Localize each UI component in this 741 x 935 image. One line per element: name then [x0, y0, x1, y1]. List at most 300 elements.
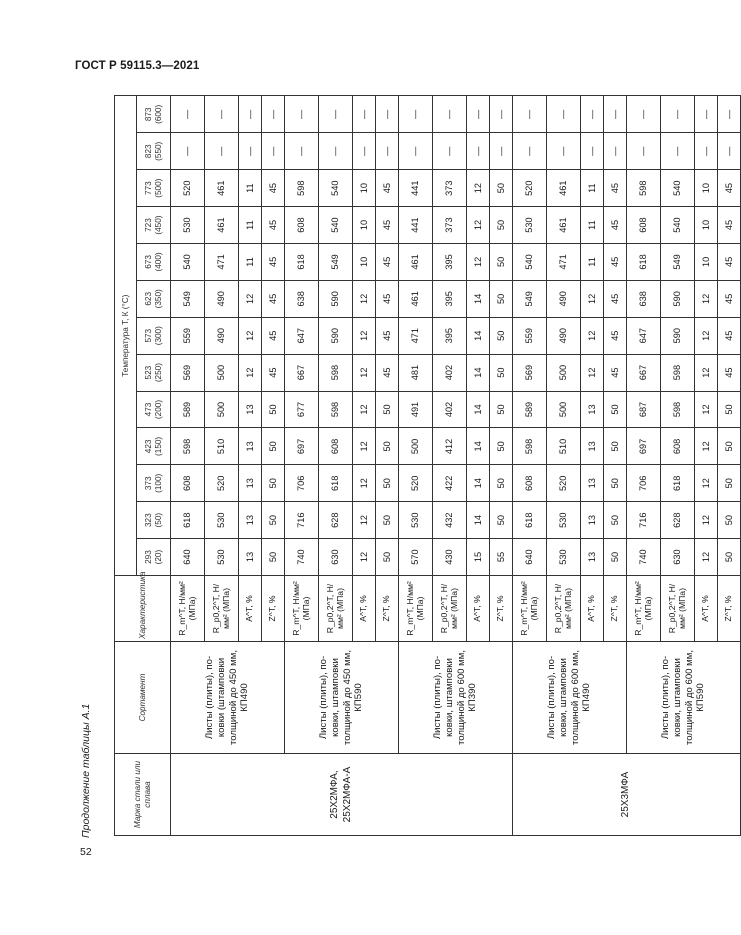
value-cell: 461: [399, 280, 433, 317]
value-cell: 50: [490, 280, 513, 317]
value-cell: 45: [718, 280, 741, 317]
value-cell: 667: [285, 354, 319, 391]
value-cell: 45: [376, 354, 399, 391]
value-cell: 590: [319, 317, 353, 354]
value-cell: 618: [285, 243, 319, 280]
value-cell: 628: [319, 502, 353, 539]
value-cell: 608: [627, 207, 661, 244]
value-cell: —: [262, 133, 285, 170]
value-cell: 667: [627, 354, 661, 391]
value-cell: 14: [467, 465, 490, 502]
characteristic-cell: A^T, %: [239, 576, 262, 642]
value-cell: 590: [661, 317, 695, 354]
temperature-celsius: (200): [153, 399, 163, 420]
value-cell: 50: [490, 502, 513, 539]
value-cell: 45: [604, 207, 627, 244]
value-cell: 598: [627, 170, 661, 207]
value-cell: —: [661, 96, 695, 133]
value-cell: —: [205, 96, 239, 133]
header-assortment: Сортамент: [115, 642, 171, 754]
value-cell: 12: [353, 317, 376, 354]
value-cell: 12: [695, 465, 718, 502]
value-cell: 50: [490, 391, 513, 428]
value-cell: 14: [467, 502, 490, 539]
temperature-kelvin: 773: [144, 181, 154, 195]
temperature-celsius: (350): [153, 289, 163, 309]
value-cell: 520: [171, 170, 205, 207]
temperature-header: [137, 539, 171, 576]
value-cell: —: [513, 133, 547, 170]
value-cell: 14: [467, 280, 490, 317]
value-cell: —: [490, 96, 513, 133]
characteristic-cell: Z^T, %: [604, 576, 627, 642]
value-cell: 500: [205, 391, 239, 428]
value-cell: 50: [604, 428, 627, 465]
value-cell: 395: [433, 243, 467, 280]
rotated-table-container: [114, 96, 734, 836]
value-cell: 422: [433, 465, 467, 502]
value-cell: 12: [467, 207, 490, 244]
value-cell: —: [399, 133, 433, 170]
value-cell: 15: [467, 539, 490, 576]
value-cell: —: [604, 133, 627, 170]
value-cell: 530: [171, 207, 205, 244]
assortment-cell: Листы (плиты), по-ковки, штамповки толщиной до 600 мм, КП490: [513, 642, 627, 754]
assortment-cell: Листы (плиты), по-ковки (штамповки толщиной до 450 мм, КП490: [171, 642, 285, 754]
value-cell: 45: [376, 243, 399, 280]
value-cell: 618: [319, 465, 353, 502]
value-cell: 598: [319, 354, 353, 391]
table-row: [171, 96, 205, 836]
value-cell: 540: [661, 170, 695, 207]
characteristic-cell: R_p0,2^T, Н/мм² (МПа): [433, 576, 467, 642]
value-cell: —: [718, 96, 741, 133]
temperature-kelvin: 723: [144, 218, 154, 232]
value-cell: 530: [399, 502, 433, 539]
value-cell: 590: [319, 280, 353, 317]
value-cell: 12: [353, 354, 376, 391]
value-cell: 12: [695, 428, 718, 465]
characteristic-cell: A^T, %: [353, 576, 376, 642]
value-cell: 13: [581, 539, 604, 576]
temperature-kelvin: 373: [144, 476, 154, 491]
temperature-header: [137, 428, 171, 465]
value-cell: 12: [581, 354, 604, 391]
value-cell: 590: [661, 280, 695, 317]
value-cell: 628: [661, 502, 695, 539]
value-cell: 12: [467, 243, 490, 280]
characteristic-cell: R_p0,2^T, Н/мм² (МПа): [319, 576, 353, 642]
value-cell: 50: [604, 539, 627, 576]
value-cell: 530: [205, 502, 239, 539]
value-cell: 13: [581, 428, 604, 465]
temperature-celsius: (250): [153, 363, 163, 383]
temperature-header: [137, 133, 171, 170]
value-cell: 14: [467, 317, 490, 354]
value-cell: 395: [433, 317, 467, 354]
value-cell: —: [433, 133, 467, 170]
value-cell: 45: [376, 317, 399, 354]
value-cell: 461: [205, 170, 239, 207]
value-cell: 13: [581, 502, 604, 539]
value-cell: 50: [376, 502, 399, 539]
temperature-header: [137, 502, 171, 539]
temperature-header: [137, 317, 171, 354]
properties-table: [114, 95, 741, 836]
value-cell: 45: [604, 280, 627, 317]
value-cell: 45: [604, 317, 627, 354]
value-cell: 12: [353, 502, 376, 539]
grade-name: 25Х3МФА: [513, 754, 741, 836]
value-cell: 441: [399, 170, 433, 207]
value-cell: 10: [695, 207, 718, 244]
temperature-celsius: (50): [153, 512, 163, 528]
value-cell: —: [319, 96, 353, 133]
value-cell: 13: [239, 391, 262, 428]
value-cell: 559: [513, 317, 547, 354]
value-cell: 618: [513, 502, 547, 539]
value-cell: 530: [513, 207, 547, 244]
value-cell: 510: [547, 428, 581, 465]
value-cell: 12: [239, 354, 262, 391]
value-cell: 10: [353, 170, 376, 207]
characteristic-cell: A^T, %: [581, 576, 604, 642]
value-cell: 500: [205, 354, 239, 391]
temperature-kelvin: 293: [144, 550, 154, 564]
value-cell: 569: [513, 354, 547, 391]
value-cell: 50: [262, 465, 285, 502]
value-cell: 500: [547, 354, 581, 391]
assortment-cell: Листы (плиты), по-ковки, штамповки толщиной до 600 мм, КП390: [399, 642, 513, 754]
assortment-cell: Листы (плиты), по-ковки, штамповки толщиной до 600 мм, КП590: [627, 642, 741, 754]
value-cell: 706: [285, 465, 319, 502]
value-cell: 490: [205, 280, 239, 317]
value-cell: 608: [513, 465, 547, 502]
value-cell: 373: [433, 207, 467, 244]
value-cell: —: [581, 133, 604, 170]
value-cell: —: [547, 133, 581, 170]
value-cell: 618: [627, 243, 661, 280]
value-cell: 10: [353, 207, 376, 244]
temperature-header: [137, 465, 171, 502]
value-cell: 50: [490, 354, 513, 391]
value-cell: 12: [695, 539, 718, 576]
value-cell: 530: [547, 539, 581, 576]
standard-designation: ГОСТ Р 59115.3—2021: [75, 60, 200, 72]
characteristic-cell: R_m^T, Н/мм² (МПа): [627, 576, 661, 642]
value-cell: —: [262, 96, 285, 133]
temperature-celsius: (150): [153, 436, 163, 456]
value-cell: 45: [604, 354, 627, 391]
value-cell: 461: [547, 170, 581, 207]
temperature-celsius: (600): [153, 104, 163, 124]
characteristic-cell: Z^T, %: [718, 576, 741, 642]
characteristic-cell: A^T, %: [467, 576, 490, 642]
value-cell: —: [627, 96, 661, 133]
value-cell: 540: [171, 243, 205, 280]
value-cell: 520: [547, 465, 581, 502]
temperature-celsius: (550): [153, 141, 163, 161]
value-cell: 50: [718, 539, 741, 576]
value-cell: 45: [718, 207, 741, 244]
value-cell: 12: [695, 502, 718, 539]
value-cell: 12: [353, 428, 376, 465]
page-number: 52: [80, 846, 92, 858]
value-cell: 432: [433, 502, 467, 539]
value-cell: 50: [718, 391, 741, 428]
value-cell: 12: [695, 317, 718, 354]
value-cell: 716: [285, 502, 319, 539]
value-cell: 13: [581, 391, 604, 428]
value-cell: 598: [319, 391, 353, 428]
value-cell: 630: [661, 539, 695, 576]
value-cell: 11: [239, 243, 262, 280]
value-cell: 12: [695, 280, 718, 317]
value-cell: 490: [547, 317, 581, 354]
value-cell: —: [547, 96, 581, 133]
value-cell: 45: [718, 243, 741, 280]
value-cell: 12: [467, 170, 490, 207]
value-cell: 50: [262, 428, 285, 465]
value-cell: 687: [627, 391, 661, 428]
value-cell: 50: [604, 465, 627, 502]
value-cell: 677: [285, 391, 319, 428]
temperature-kelvin: 523: [144, 365, 154, 380]
value-cell: 50: [490, 317, 513, 354]
value-cell: —: [627, 133, 661, 170]
value-cell: 490: [205, 317, 239, 354]
value-cell: 570: [399, 539, 433, 576]
value-cell: 50: [604, 391, 627, 428]
value-cell: 50: [262, 539, 285, 576]
header-characteristic: Характеристика: [115, 576, 171, 642]
temperature-celsius: (450): [153, 215, 163, 235]
value-cell: 402: [433, 391, 467, 428]
value-cell: 45: [376, 170, 399, 207]
value-cell: 559: [171, 317, 205, 354]
value-cell: —: [285, 133, 319, 170]
temperature-celsius: (300): [153, 326, 163, 346]
value-cell: 520: [399, 465, 433, 502]
value-cell: 373: [433, 170, 467, 207]
value-cell: 598: [171, 428, 205, 465]
value-cell: 45: [262, 243, 285, 280]
value-cell: 540: [319, 170, 353, 207]
value-cell: 50: [490, 465, 513, 502]
value-cell: 12: [353, 280, 376, 317]
value-cell: —: [171, 133, 205, 170]
value-cell: 549: [513, 280, 547, 317]
temperature-kelvin: 423: [144, 439, 154, 454]
header-grade: Марка стали или сплава: [115, 754, 171, 836]
value-cell: —: [239, 96, 262, 133]
value-cell: 50: [262, 391, 285, 428]
value-cell: —: [581, 96, 604, 133]
value-cell: —: [490, 133, 513, 170]
value-cell: 45: [262, 280, 285, 317]
value-cell: 638: [285, 280, 319, 317]
characteristic-cell: Z^T, %: [376, 576, 399, 642]
temperature-celsius: (20): [153, 549, 163, 565]
value-cell: —: [171, 96, 205, 133]
value-cell: 461: [205, 207, 239, 244]
value-cell: 13: [239, 539, 262, 576]
value-cell: 441: [399, 207, 433, 244]
value-cell: 630: [319, 539, 353, 576]
value-cell: 598: [513, 428, 547, 465]
value-cell: 461: [399, 243, 433, 280]
table-caption: Продолжение таблицы А.1: [80, 703, 92, 838]
assortment-cell: Листы (плиты), по-ковки, штамповки толщиной до 450 мм, КП590: [285, 642, 399, 754]
value-cell: 11: [239, 170, 262, 207]
value-cell: 12: [239, 317, 262, 354]
value-cell: 12: [581, 317, 604, 354]
characteristic-cell: A^T, %: [695, 576, 718, 642]
table-row: [627, 96, 661, 836]
characteristic-cell: R_p0,2^T, Н/мм² (МПа): [205, 576, 239, 642]
value-cell: 50: [490, 170, 513, 207]
value-cell: 50: [718, 502, 741, 539]
value-cell: 471: [205, 243, 239, 280]
value-cell: —: [661, 133, 695, 170]
value-cell: 10: [353, 243, 376, 280]
value-cell: 45: [604, 243, 627, 280]
value-cell: —: [239, 133, 262, 170]
value-cell: 540: [319, 207, 353, 244]
value-cell: 45: [718, 170, 741, 207]
value-cell: 598: [285, 170, 319, 207]
value-cell: 13: [581, 465, 604, 502]
temperature-header: [137, 280, 171, 317]
value-cell: 608: [171, 465, 205, 502]
temperature-header: [137, 96, 171, 133]
value-cell: 412: [433, 428, 467, 465]
value-cell: 640: [171, 539, 205, 576]
value-cell: 481: [399, 354, 433, 391]
characteristic-cell: R_p0,2^T, Н/мм² (МПа): [661, 576, 695, 642]
temperature-kelvin: 473: [144, 402, 154, 417]
value-cell: —: [353, 133, 376, 170]
value-cell: 14: [467, 354, 490, 391]
value-cell: 14: [467, 428, 490, 465]
characteristic-cell: R_m^T, Н/мм² (МПа): [171, 576, 205, 642]
value-cell: —: [376, 133, 399, 170]
value-cell: 50: [376, 539, 399, 576]
value-cell: 490: [547, 280, 581, 317]
characteristic-cell: R_m^T, Н/мм² (МПа): [513, 576, 547, 642]
value-cell: 402: [433, 354, 467, 391]
characteristic-cell: R_m^T, Н/мм² (МПа): [285, 576, 319, 642]
value-cell: 638: [627, 280, 661, 317]
temperature-celsius: (100): [153, 473, 163, 493]
value-cell: 45: [262, 207, 285, 244]
value-cell: —: [319, 133, 353, 170]
value-cell: 716: [627, 502, 661, 539]
value-cell: 45: [604, 170, 627, 207]
value-cell: 45: [262, 317, 285, 354]
value-cell: 569: [171, 354, 205, 391]
value-cell: 740: [285, 539, 319, 576]
value-cell: 697: [285, 428, 319, 465]
value-cell: 50: [604, 502, 627, 539]
value-cell: 471: [547, 243, 581, 280]
value-cell: 12: [353, 465, 376, 502]
value-cell: 598: [661, 354, 695, 391]
value-cell: 45: [376, 207, 399, 244]
value-cell: 50: [718, 428, 741, 465]
table-row: [513, 96, 547, 836]
value-cell: 45: [262, 170, 285, 207]
value-cell: 618: [171, 502, 205, 539]
value-cell: 471: [399, 317, 433, 354]
table-row: [285, 96, 319, 836]
value-cell: 13: [239, 502, 262, 539]
value-cell: 706: [627, 465, 661, 502]
temperature-header: [137, 243, 171, 280]
value-cell: 50: [490, 428, 513, 465]
value-cell: 11: [581, 207, 604, 244]
table-body: [171, 96, 741, 836]
value-cell: 14: [467, 391, 490, 428]
value-cell: 50: [490, 207, 513, 244]
temperature-kelvin: 873: [144, 107, 154, 122]
value-cell: 50: [376, 428, 399, 465]
value-cell: 608: [319, 428, 353, 465]
value-cell: 608: [285, 207, 319, 244]
value-cell: 50: [490, 243, 513, 280]
value-cell: 540: [661, 207, 695, 244]
grade-name: 25Х2МФА, 25Х2МФА-А: [171, 754, 513, 836]
value-cell: —: [376, 96, 399, 133]
table-row: [399, 96, 433, 836]
value-cell: 520: [513, 170, 547, 207]
value-cell: 549: [171, 280, 205, 317]
value-cell: —: [353, 96, 376, 133]
value-cell: 11: [581, 243, 604, 280]
value-cell: 430: [433, 539, 467, 576]
temperature-header: [137, 391, 171, 428]
value-cell: —: [718, 133, 741, 170]
value-cell: 11: [581, 170, 604, 207]
value-cell: —: [467, 133, 490, 170]
value-cell: —: [433, 96, 467, 133]
value-cell: 12: [695, 354, 718, 391]
value-cell: —: [205, 133, 239, 170]
value-cell: 45: [718, 354, 741, 391]
value-cell: 13: [239, 428, 262, 465]
value-cell: 640: [513, 539, 547, 576]
value-cell: 50: [376, 465, 399, 502]
value-cell: 608: [661, 428, 695, 465]
value-cell: —: [285, 96, 319, 133]
value-cell: 45: [262, 354, 285, 391]
value-cell: 11: [239, 207, 262, 244]
value-cell: 491: [399, 391, 433, 428]
temperature-kelvin: 573: [144, 328, 154, 343]
value-cell: —: [695, 133, 718, 170]
value-cell: 50: [262, 502, 285, 539]
value-cell: 50: [376, 391, 399, 428]
value-cell: 12: [239, 280, 262, 317]
temperature-celsius: (400): [153, 252, 163, 272]
value-cell: 461: [547, 207, 581, 244]
value-cell: 50: [718, 465, 741, 502]
value-cell: 12: [353, 539, 376, 576]
value-cell: 647: [627, 317, 661, 354]
value-cell: —: [399, 96, 433, 133]
value-cell: —: [695, 96, 718, 133]
value-cell: 45: [718, 317, 741, 354]
